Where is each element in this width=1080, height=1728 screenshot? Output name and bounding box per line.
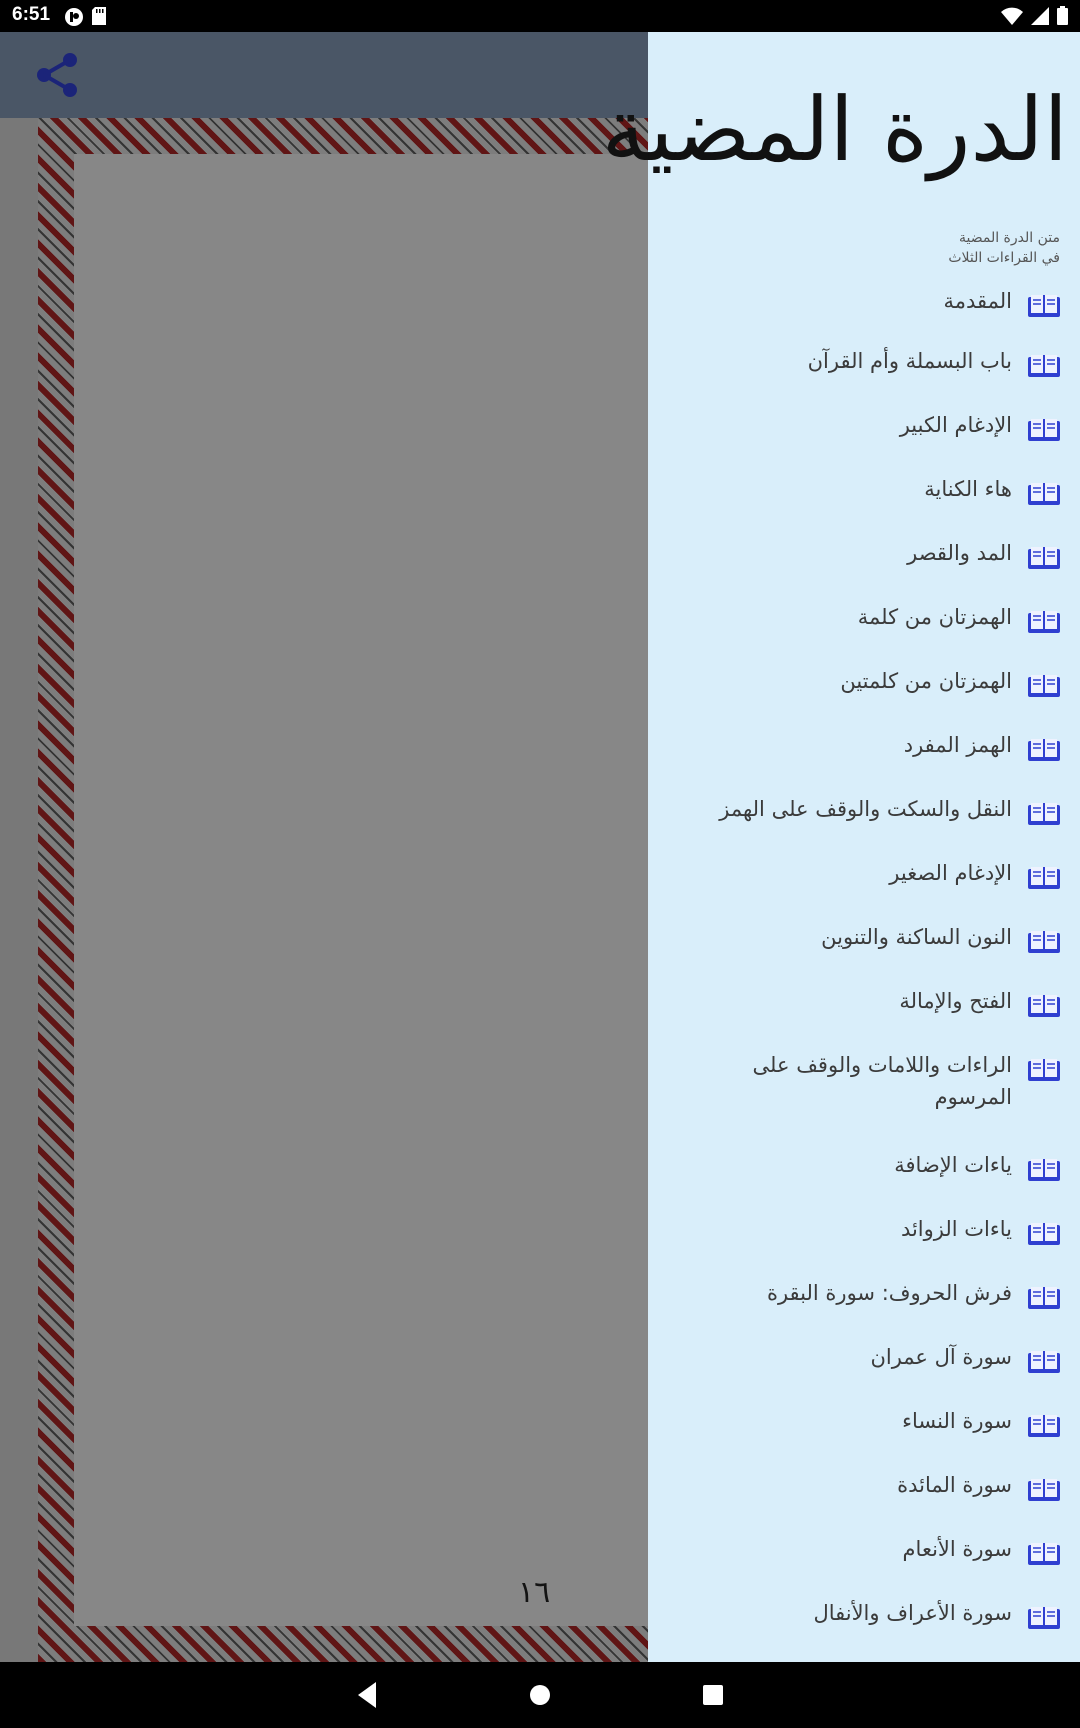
book-icon [1028,547,1060,569]
book-icon [1028,295,1060,317]
navigation-drawer [601,0,1080,1662]
status-time: 6:51 [12,4,51,25]
menu-item[interactable] [648,345,1080,409]
menu-item-label: سورة الأنعام [902,1537,1012,1561]
book-icon [1028,803,1060,825]
menu-item-label: سورة المائدة [897,1473,1012,1497]
book-icon [1028,1415,1060,1437]
menu-item-label: النقل والسكت والوقف على الهمز [719,797,1012,821]
menu-item[interactable] [648,1049,1080,1149]
menu-item-label: هاء الكناية [924,477,1012,501]
back-icon[interactable] [350,1678,384,1712]
sd-card-icon [92,7,106,25]
menu-item-label: ياءات الزوائد [900,1217,1012,1241]
menu-item[interactable] [648,857,1080,921]
book-icon [1028,1159,1060,1181]
menu-item[interactable] [648,1533,1080,1597]
drawer-subtitle [760,228,1060,268]
menu-item-label: الهمزتان من كلمتين [840,669,1012,693]
menu-item[interactable] [648,537,1080,601]
menu-item-label: الإدغام الصغير [889,861,1012,885]
book-icon [1028,995,1060,1017]
book-icon [1028,867,1060,889]
book-icon [1028,1059,1060,1081]
menu-item[interactable] [648,409,1080,473]
page-number: ١٦ [518,1575,551,1610]
menu-item[interactable] [648,793,1080,857]
book-icon [1028,1607,1060,1629]
menu-item-label: باب البسملة وأم القرآن [807,349,1012,373]
menu-item-label: الإدغام الكبير [899,413,1012,437]
menu-item[interactable] [648,921,1080,985]
app-logo: الدرة المضية [601,78,1068,181]
menu-item[interactable] [648,729,1080,793]
menu-item-label: الراءات واللامات والوقف على المرسوم [752,1053,1012,1109]
recents-icon[interactable] [696,1678,730,1712]
book-icon [1028,483,1060,505]
battery-icon [1057,6,1068,25]
menu-item-label: الهمزتان من كلمة [857,605,1012,629]
app-notification-icon [64,7,84,27]
home-icon[interactable] [523,1678,557,1712]
menu-item-label: ياءات الإضافة [894,1153,1012,1177]
menu-item-label: المقدمة [943,289,1012,313]
menu-item[interactable] [648,285,1080,345]
book-icon [1028,675,1060,697]
signal-icon [1031,7,1049,25]
menu-item-label: الهمز المفرد [903,733,1012,757]
menu-item-label: الفتح والإمالة [899,989,1012,1013]
menu-item[interactable] [648,665,1080,729]
book-icon [1028,355,1060,377]
book-icon [1028,1479,1060,1501]
menu-item-label: سورة الأعراف والأنفال [813,1601,1012,1625]
menu-item[interactable] [648,1597,1080,1661]
menu-item-label: سورة النساء [902,1409,1012,1433]
book-icon [1028,931,1060,953]
menu-item-label: سورة آل عمران [870,1345,1012,1369]
book-icon [1028,739,1060,761]
book-icon [1028,1351,1060,1373]
book-icon [1028,1543,1060,1565]
menu-item[interactable] [648,601,1080,665]
menu-item[interactable] [648,1277,1080,1341]
menu-item[interactable] [648,1469,1080,1533]
subtitle-line-1: متن الدرة المضية [958,230,1060,246]
status-bar [0,0,1080,32]
book-icon [1028,419,1060,441]
menu-item[interactable] [648,473,1080,537]
menu-item[interactable] [648,1213,1080,1277]
book-icon [1028,1223,1060,1245]
menu-item-label: المد والقصر [907,541,1012,565]
menu-item-label: النون الساكنة والتنوين [821,925,1012,949]
wifi-icon [1001,7,1023,25]
book-icon [1028,1287,1060,1309]
book-icon [1028,611,1060,633]
subtitle-line-2: في القراءات الثلاث [948,250,1060,266]
menu-item-label: فرش الحروف: سورة البقرة [766,1281,1012,1305]
menu-item[interactable] [648,985,1080,1049]
menu-item[interactable] [648,1149,1080,1213]
system-nav-bar [0,1662,1080,1728]
menu-item[interactable] [648,1341,1080,1405]
menu-item[interactable] [648,1405,1080,1469]
